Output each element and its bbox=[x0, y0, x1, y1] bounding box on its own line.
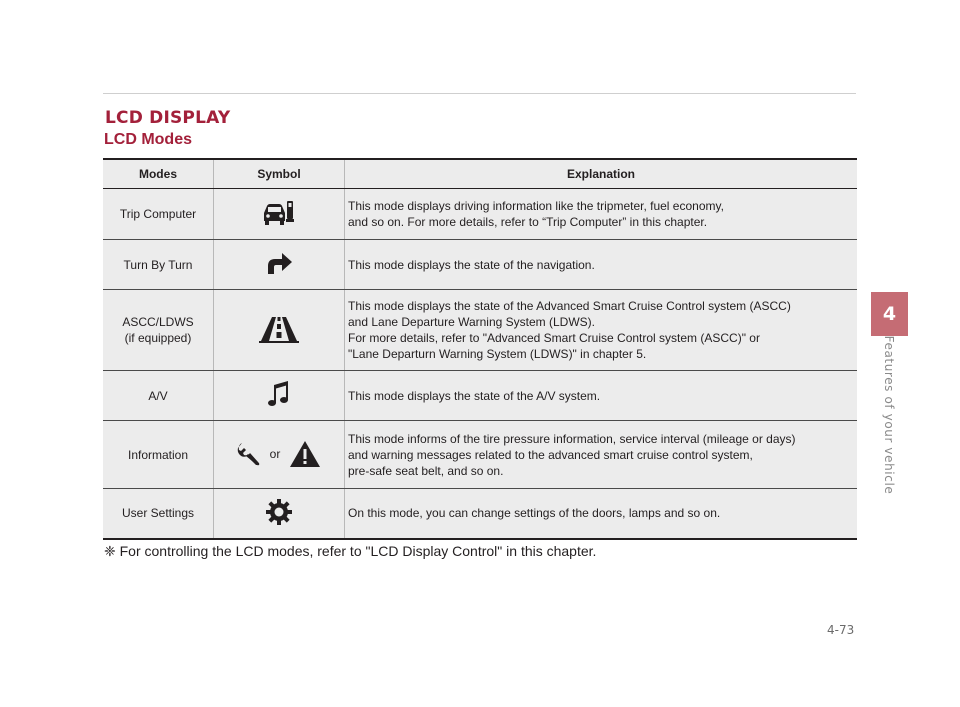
footnote: ❈ For controlling the LCD modes, refer to "LCD Display Control" in this chapter. bbox=[104, 543, 597, 559]
explanation-cell bbox=[345, 240, 858, 290]
explanation-cell bbox=[345, 189, 858, 240]
chapter-tab: 4 bbox=[871, 292, 908, 336]
explanation-line: For more details, refer to "Advanced Smart Cruise Control system (ASCC)" or bbox=[348, 331, 760, 345]
explanation-line: and Lane Departure Warning System (LDWS). bbox=[348, 315, 595, 329]
explanation-line: This mode displays driving information like the tripmeter, fuel economy, bbox=[348, 199, 724, 213]
explanation-cell bbox=[345, 290, 858, 371]
music-note-icon bbox=[267, 379, 291, 409]
turn-arrow-icon bbox=[264, 250, 294, 276]
mode-label: Trip Computer bbox=[119, 207, 197, 221]
explanation-cell bbox=[345, 371, 858, 421]
explanation-cell bbox=[345, 489, 858, 539]
mode-cell bbox=[103, 489, 214, 539]
table-row bbox=[103, 421, 857, 489]
header-modes: Modes bbox=[103, 159, 214, 189]
explanation-line: This mode displays the state of the Advanced Smart Cruise Control system (ASCC) bbox=[348, 299, 791, 313]
explanation-line: This mode displays the state of the A/V system. bbox=[348, 388, 601, 403]
header-symbol: Symbol bbox=[214, 159, 345, 189]
symbol-cell bbox=[214, 371, 345, 421]
explanation-cell bbox=[345, 421, 858, 489]
explanation-line: pre-safe seat belt, and so on. bbox=[348, 463, 504, 478]
explanation-line: On this mode, you can change settings of the doors, lamps and so on. bbox=[348, 506, 721, 521]
symbol-joiner: or bbox=[269, 447, 281, 461]
chapter-label: Features of your vehicle bbox=[882, 335, 896, 495]
explanation-line: This mode informs of the tire pressure information, service interval (mileage or days) bbox=[348, 431, 796, 446]
mode-cell bbox=[103, 371, 214, 421]
subsection-title: LCD Modes bbox=[104, 131, 192, 148]
explanation-line: and so on. For more details, refer to “Trip Computer” in this chapter. bbox=[348, 215, 708, 229]
mode-label: Turn By Turn bbox=[123, 257, 193, 272]
symbol-cell bbox=[214, 290, 345, 371]
lcd-modes-table bbox=[103, 158, 857, 540]
wrench-icon bbox=[236, 441, 262, 467]
section-title: LCD DISPLAY bbox=[105, 108, 231, 128]
table-row bbox=[103, 290, 857, 371]
table-row bbox=[103, 240, 857, 290]
mode-label: A/V bbox=[148, 388, 168, 403]
explanation-line: "Lane Departurn Warning System (LDWS)" in chapter 5. bbox=[348, 347, 647, 361]
table-row bbox=[103, 371, 857, 421]
top-rule bbox=[103, 93, 856, 94]
explanation-line: This mode displays the state of the navigation. bbox=[348, 257, 595, 272]
trip-computer-icon bbox=[262, 199, 296, 227]
lane-icon bbox=[259, 314, 299, 344]
mode-cell bbox=[103, 290, 214, 371]
header-explanation: Explanation bbox=[345, 159, 858, 189]
table-row bbox=[103, 489, 857, 539]
mode-cell bbox=[103, 421, 214, 489]
mode-cell bbox=[103, 240, 214, 290]
explanation-line: and warning messages related to the advanced smart cruise control system, bbox=[348, 447, 753, 462]
warning-triangle-icon bbox=[288, 439, 322, 469]
table-header-row bbox=[103, 159, 857, 189]
gear-icon bbox=[264, 497, 294, 527]
mode-label: ASCC/LDWS bbox=[122, 315, 194, 329]
symbol-cell bbox=[214, 189, 345, 240]
mode-label: (if equipped) bbox=[124, 331, 192, 345]
symbol-cell bbox=[214, 489, 345, 539]
symbol-cell bbox=[214, 240, 345, 290]
mode-label: User Settings bbox=[121, 506, 195, 521]
table-row bbox=[103, 189, 857, 240]
mode-cell bbox=[103, 189, 214, 240]
symbol-cell bbox=[214, 421, 345, 489]
mode-label: Information bbox=[127, 447, 189, 462]
page-number: 4-73 bbox=[827, 623, 855, 637]
